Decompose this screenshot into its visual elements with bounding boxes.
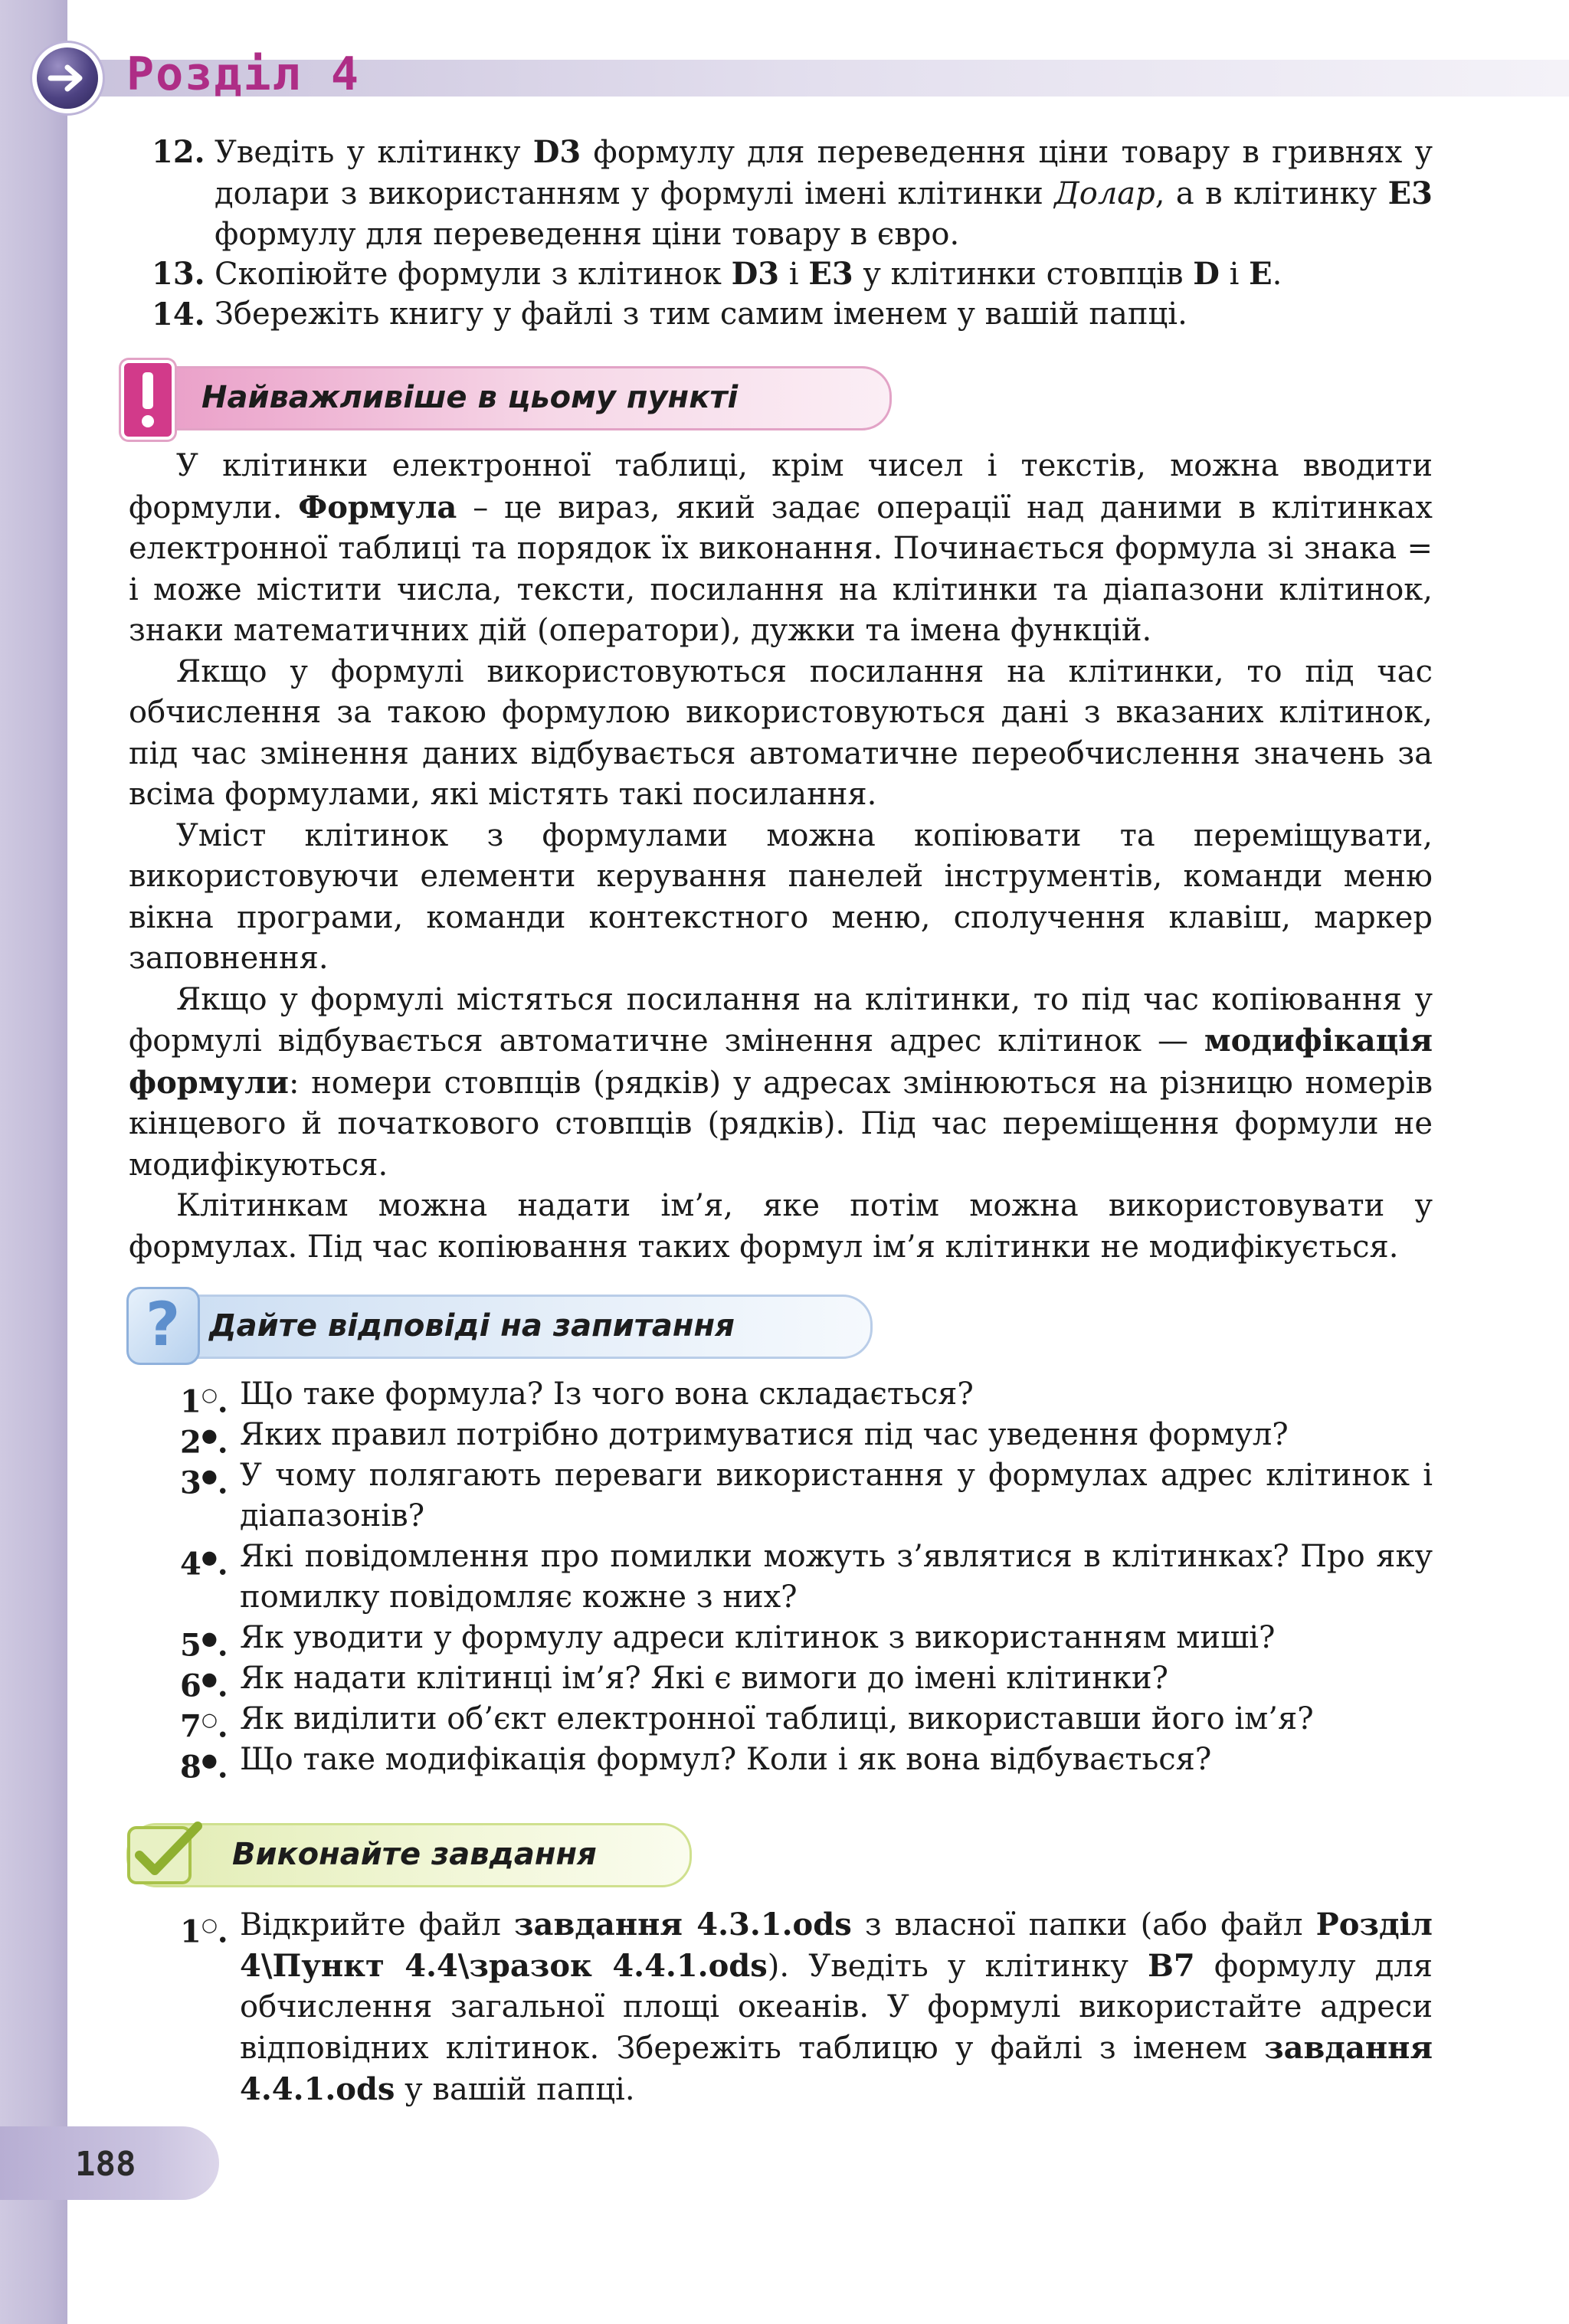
- step-text: Збережіть книгу у файлі з тим самим іменем у вашій папці.: [215, 296, 1187, 332]
- task-item: 1○. Відкрийте файл завдання 4.3.1.ods з власної папки (або файл Розділ 4\Пункт 4.4\зразок 4.4.1.ods). Уведіть у клітинку B7 формулу для обчислення загальної площі океанів. У формулі використайте адреси відповідних клітинок. Збережіть таблицю у файлі з іменем завдання 4.4.1.ods у вашій папці.: [180, 1907, 1433, 2107]
- question-item: 5●. Як уводити у формулу адреси клітинок з використанням миші?: [180, 1620, 1276, 1664]
- summary-paragraph: У клітинки електронної таблиці, крім чисел і текстів, можна вводити формули. Формула – це вираз, який задає операції над даними в клітинках електронної таблиці та порядок їх виконання. Починається формула зі знака = і може містити числа, тексти, посилання на клітинки та діапазони клітинок, знаки математичних дій (оператори), дужки та імена функцій.: [129, 448, 1433, 648]
- questions-banner: [126, 1295, 873, 1359]
- step-number: 12.: [152, 134, 205, 170]
- tasks-banner: [126, 1823, 692, 1887]
- summary-paragraph: Уміст клітинок з формулами можна копіювати та переміщувати, використовуючи елементи керування панелей інструментів, команди меню вікна програми, команди контекстного меню, сполучення клавіш, маркер заповнення.: [129, 817, 1433, 976]
- question-item: 1○. Що таке формула? Із чого вона складається?: [180, 1376, 974, 1420]
- question-mark-icon: ?: [126, 1287, 200, 1365]
- question-item: 2●. Яких правил потрібно дотримуватися під час уведення формул?: [180, 1417, 1289, 1461]
- side-strip: [0, 0, 67, 2324]
- summary-paragraph: Якщо у формулі містяться посилання на клітинки, то під час копіювання у формулі відбувається автоматичне змінення адрес клітинок — модифікація формули: номери стовпців (рядків) у адресах змінюються на різницю номерів кінцевого й початкового стовпців (рядків). Під час переміщення формули не модифікуються.: [129, 981, 1433, 1183]
- tasks-list: [180, 1904, 1433, 2110]
- question-item: 8●. Що таке модифікація формул? Коли і як вона відбувається?: [180, 1742, 1212, 1786]
- arrow-right-icon: [37, 47, 98, 109]
- summary-paragraph: Якщо у формулі використовуються посилання на клітинки, то під час обчислення за такою формулою використовуються дані з вказаних клітинок, під час змінення даних відбувається автоматичне переобчислення значень за всіма формулами, які містять такі посилання.: [129, 653, 1433, 812]
- question-item: 3●. У чому полягають переваги використання у формулах адрес клітинок і діапазонів?: [180, 1458, 1433, 1534]
- question-item: 6●. Як надати клітинці ім’я? Які є вимоги до імені клітинки?: [180, 1661, 1168, 1704]
- step-number: 14.: [152, 296, 205, 332]
- page-number: 188: [75, 2145, 136, 2184]
- step-text: Скопіюйте формули з клітинок D3 і E3 у клітинки стовпців D і E.: [215, 256, 1282, 292]
- summary-heading: Найважливіше в цьому пункті: [201, 380, 739, 415]
- questions-list: [180, 1374, 1433, 1786]
- checkmark-icon: [123, 1817, 207, 1889]
- questions-heading: Дайте відповіді на запитання: [209, 1308, 735, 1344]
- question-item: 7○. Як виділити об’єкт електронної таблиці, використавши його ім’я?: [180, 1701, 1314, 1745]
- step-number: 13.: [152, 256, 205, 292]
- summary-text: [129, 446, 1433, 1268]
- summary-banner: [130, 366, 892, 430]
- tasks-heading: Виконайте завдання: [232, 1837, 597, 1872]
- question-item: 4●. Які повідомлення про помилки можуть з’являтися в клітинках? Про яку помилку повідомляє кожне з них?: [180, 1539, 1433, 1615]
- page-number-tab: [0, 2126, 219, 2200]
- exclamation-icon: [121, 360, 175, 440]
- summary-paragraph: Клітинкам можна надати ім’я, яке потім можна використовувати у формулах. Під час копіювання таких формул ім’я клітинки не модифікується.: [129, 1188, 1433, 1265]
- step-13: [152, 254, 1433, 295]
- step-text: Уведіть у клітинку D3 формулу для переведення ціни товару в гривнях у долари з використанням у формулі імені клітинки Долар, а в клітинку E3 формулу для переведення ціни товару в євро.: [215, 134, 1433, 252]
- step-14: [152, 294, 1433, 335]
- chapter-title: Розділ 4: [126, 47, 360, 101]
- step-12: [152, 132, 1433, 255]
